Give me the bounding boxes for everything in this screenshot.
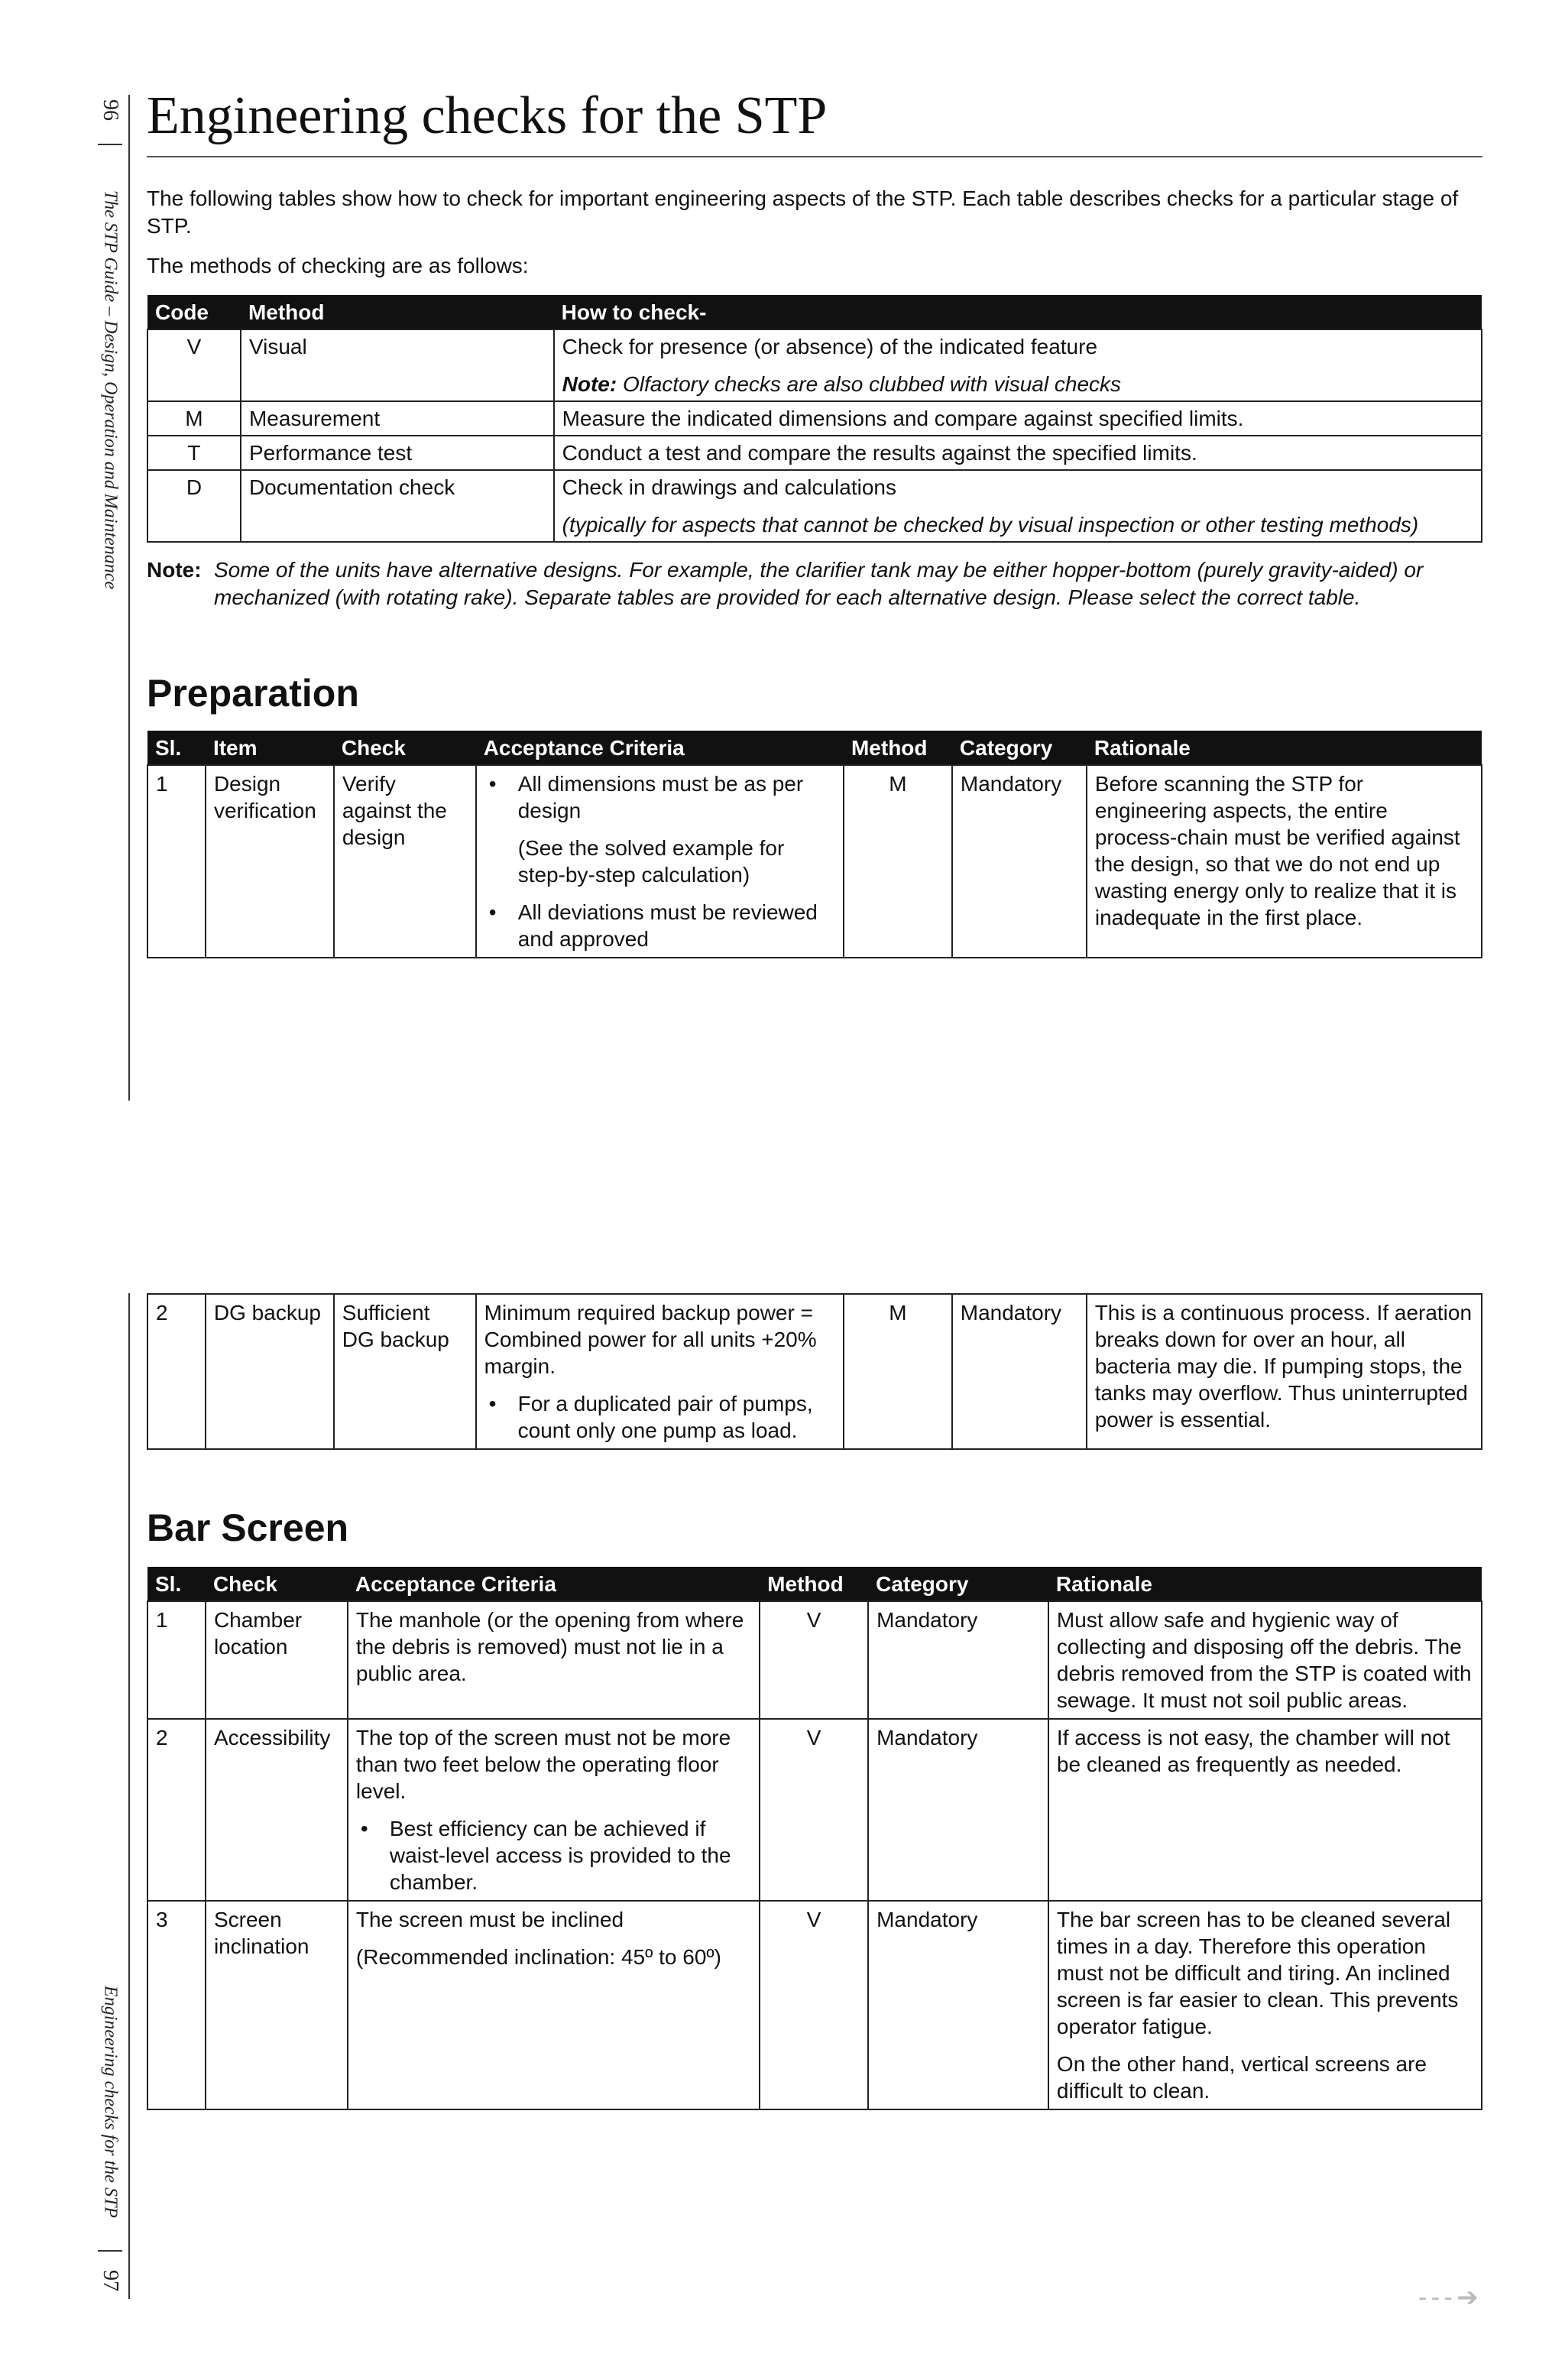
rationale-cell: Must allow safe and hygienic way of collecting and disposing off the debris. The debris removed from the STP is coated with sewage. It must not soil public areas.: [1048, 1601, 1482, 1719]
continue-arrow-icon: - - - ➔: [1418, 2283, 1477, 2312]
rationale-cell: Before scanning the STP for engineering aspects, the entire process-chain must be verified against the design, so that we do not end up wasting energy only to realize that it is inadequate in the first place.: [1087, 765, 1482, 958]
header-rationale: Rationale: [1087, 731, 1482, 765]
bullet: •: [360, 1817, 368, 1840]
method-cell: V: [760, 1601, 868, 1719]
check-cell: Verify against the design: [334, 765, 476, 958]
header-rationale: Rationale: [1048, 1567, 1482, 1601]
how-text-detail: (typically for aspects that cannot be checked by visual inspection or other testing methods): [562, 513, 1419, 537]
code-cell: D: [147, 470, 241, 542]
running-title-top: The STP Guide – Design, Operation and Maintenance: [100, 190, 121, 590]
title-underline: [147, 156, 1482, 157]
method-cell: Visual: [241, 329, 554, 401]
note-text: Some of the units have alternative designs. For example, the clarifier tank may be either hopper-bottom (purely gravity-aided) or mechanized (with rotating rake). Separate tables are provided for each alternative design. Please select the correct table.: [214, 558, 1424, 609]
check-cell: Sufficient DG backup: [334, 1294, 476, 1449]
table-row: [147, 329, 1482, 401]
bullet: •: [488, 772, 497, 796]
note-label: Note:: [147, 558, 202, 582]
check-cell: Accessibility: [206, 1719, 348, 1901]
criteria-subtext: (Recommended inclination: 45º to 60º): [355, 1945, 721, 1969]
preparation-header-row: [147, 731, 1482, 765]
header-check: Check: [206, 1567, 348, 1601]
criteria-text: Minimum required backup power = Combined power for all units +20% margin.: [484, 1301, 817, 1378]
criteria-text: The screen must be inclined: [355, 1908, 624, 1931]
header-sl: Sl.: [147, 731, 206, 765]
margin-rule-bottom: [128, 1293, 130, 2299]
criteria-bullet: All deviations must be reviewed and approved: [517, 900, 818, 951]
table-row: [147, 1601, 1482, 1719]
rationale-text-2: On the other hand, vertical screens are difficult to clean.: [1056, 2052, 1427, 2103]
running-title-bottom: Engineering checks for the STP: [100, 1986, 121, 2218]
category-cell: Mandatory: [868, 1601, 1048, 1719]
margin-rule-top: [128, 95, 130, 1101]
table-row: [147, 401, 1482, 436]
sl-cell: 3: [147, 1901, 206, 2109]
bullet: •: [488, 900, 497, 924]
bullet: •: [488, 1392, 497, 1415]
category-cell: Mandatory: [952, 765, 1087, 958]
header-item: Item: [206, 731, 334, 765]
item-cell: Design verification: [206, 765, 334, 958]
check-cell: Chamber location: [206, 1601, 348, 1719]
criteria-cell: The manhole (or the opening from where the debris is removed) must not lie in a public area.: [348, 1601, 760, 1719]
bar-screen-table: [147, 1567, 1482, 2110]
criteria-bullet: All dimensions must be as per design: [517, 772, 804, 822]
header-method: Method: [760, 1567, 868, 1601]
methods-header-row: [147, 295, 1482, 329]
bar-screen-header-row: [147, 1567, 1482, 1601]
note-label: Note:: [562, 372, 617, 396]
header-category: Category: [952, 731, 1087, 765]
header-how-to-check: How to check-: [554, 295, 1482, 329]
header-check: Check: [334, 731, 476, 765]
table-row: [147, 765, 1482, 958]
table-row: [147, 436, 1482, 470]
sl-cell: 1: [147, 1601, 206, 1719]
criteria-cell: [476, 765, 844, 958]
code-cell: V: [147, 329, 241, 401]
sl-cell: 2: [147, 1294, 206, 1449]
bar-screen-heading: Bar Screen: [147, 1506, 349, 1549]
header-method: Method: [241, 295, 554, 329]
intro-paragraph: The following tables show how to check for important engineering aspects of the STP. Each table describes checks for a particular stage of STP.: [147, 186, 1459, 238]
category-cell: Mandatory: [868, 1719, 1048, 1901]
criteria-text: The top of the screen must not be more than two feet below the operating floor level.: [355, 1726, 731, 1803]
page-title: Engineering checks for the STP: [147, 86, 828, 145]
preparation-table-continued: [147, 1293, 1482, 1450]
margin-separator-top: [98, 144, 122, 145]
sl-cell: 2: [147, 1719, 206, 1901]
note-text: Olfactory checks are also clubbed with visual checks: [617, 372, 1122, 396]
preparation-table: [147, 731, 1482, 958]
category-cell: Mandatory: [952, 1294, 1087, 1449]
margin-separator-bottom: [98, 2250, 122, 2252]
rationale-cell: [1048, 1901, 1482, 2109]
rationale-text: The bar screen has to be cleaned several times in a day. Therefore this operation must not be difficult and tiring. An inclined screen is far easier to clean. This prevents operator fatigue.: [1056, 1908, 1459, 2038]
how-cell: [554, 470, 1482, 542]
code-cell: T: [147, 436, 241, 470]
method-cell: V: [760, 1719, 868, 1901]
method-cell: V: [760, 1901, 868, 2109]
sl-cell: 1: [147, 765, 206, 958]
header-code: Code: [147, 295, 241, 329]
criteria-cell: [476, 1294, 844, 1449]
how-text: Check for presence (or absence) of the indicated feature: [562, 335, 1098, 358]
criteria-bullet: Best efficiency can be achieved if waist-level access is provided to the chamber.: [389, 1817, 731, 1894]
methods-intro: The methods of checking are as follows:: [147, 254, 529, 277]
page-number-96: 96: [99, 99, 122, 121]
table-row: [147, 470, 1482, 542]
criteria-bullet: For a duplicated pair of pumps, count only one pump as load.: [517, 1392, 813, 1442]
table-row: [147, 1719, 1482, 1901]
page-number-97: 97: [99, 2270, 122, 2291]
how-cell: [554, 329, 1482, 401]
alternative-designs-note: [147, 556, 1482, 611]
method-cell: M: [844, 765, 952, 958]
how-text: Check in drawings and calculations: [562, 475, 896, 499]
criteria-cell: [348, 1901, 760, 2109]
header-acceptance-criteria: Acceptance Criteria: [348, 1567, 760, 1601]
header-category: Category: [868, 1567, 1048, 1601]
header-method: Method: [844, 731, 952, 765]
header-sl: Sl.: [147, 1567, 206, 1601]
method-cell: Measurement: [241, 401, 554, 436]
how-cell: Conduct a test and compare the results against the specified limits.: [554, 436, 1482, 470]
header-acceptance-criteria: Acceptance Criteria: [476, 731, 844, 765]
table-row: [147, 1901, 1482, 2109]
preparation-heading: Preparation: [147, 672, 359, 715]
methods-table: [147, 295, 1482, 543]
method-cell: M: [844, 1294, 952, 1449]
how-cell: Measure the indicated dimensions and compare against specified limits.: [554, 401, 1482, 436]
table-row: [147, 1294, 1482, 1449]
rationale-cell: This is a continuous process. If aeration breaks down for over an hour, all bacteria may die. If pumping stops, the tanks may overflow. Thus uninterrupted power is essential.: [1087, 1294, 1482, 1449]
category-cell: Mandatory: [868, 1901, 1048, 2109]
criteria-cell: [348, 1719, 760, 1901]
method-cell: Documentation check: [241, 470, 554, 542]
item-cell: DG backup: [206, 1294, 334, 1449]
method-cell: Performance test: [241, 436, 554, 470]
criteria-subtext: (See the solved example for step-by-step calculation): [517, 836, 785, 887]
check-cell: Screen inclination: [206, 1901, 348, 2109]
code-cell: M: [147, 401, 241, 436]
rationale-cell: If access is not easy, the chamber will not be cleaned as frequently as needed.: [1048, 1719, 1482, 1901]
